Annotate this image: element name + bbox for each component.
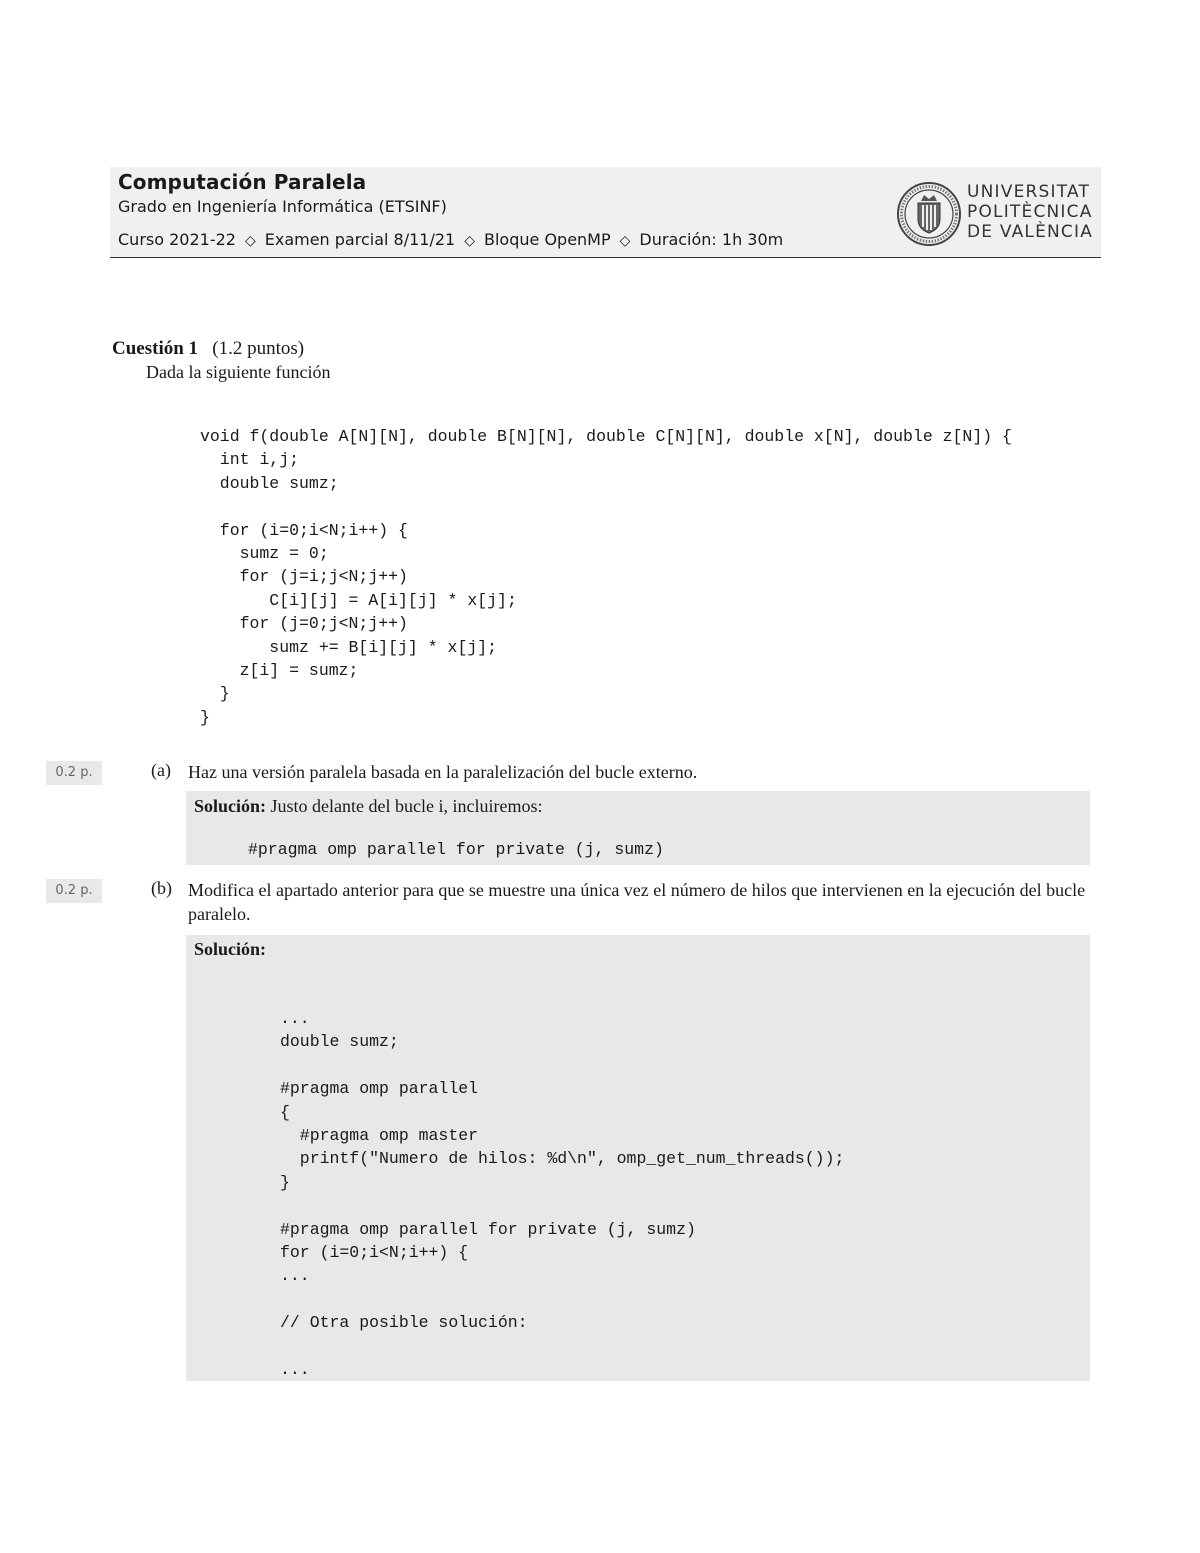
points-badge: 0.2 p. — [46, 879, 102, 903]
solution-heading — [194, 939, 266, 960]
degree-name: Grado en Ingeniería Informática (ETSINF) — [118, 197, 447, 216]
university-seal-icon — [896, 181, 962, 247]
part-label: (a) — [151, 760, 171, 780]
logo-line-3: DE VALÈNCIA — [967, 222, 1094, 242]
part-text: Haz una versión paralela basada en la paralelización del bucle externo. — [188, 762, 698, 782]
exam-block: Bloque OpenMP — [484, 230, 611, 249]
logo-line-2: POLITÈCNICA — [967, 202, 1093, 222]
exam-date: Examen parcial 8/11/21 — [264, 230, 456, 249]
exam-duration: Duración: 1h 30m — [639, 230, 784, 249]
question-title: Cuestión 1 — [112, 338, 199, 359]
solution-heading — [194, 796, 542, 817]
university-name — [967, 182, 1093, 242]
exam-header — [110, 167, 1101, 258]
separator-icon: ◇ — [619, 233, 631, 249]
part-text: Modifica el apartado anterior para que se muestre una única vez el número de hilos que intervienen en la ejecución del bucle paralelo. — [188, 880, 1086, 924]
exam-course-year: Curso 2021-22 — [118, 230, 236, 249]
exam-info — [118, 230, 783, 249]
solution-code: ... double sumz; #pragma omp parallel { #pragma omp master printf("Numero de hilos: %d\n", omp_get_num_threads()); } #pragma omp parallel for private (j, sumz) for (i=0;i<N;i++) { ... // Otra posible solución: ... — [280, 1009, 845, 1380]
part-label: (b) — [151, 878, 172, 898]
question-points: (1.2 puntos) — [212, 338, 305, 359]
separator-icon: ◇ — [464, 233, 475, 249]
solution-label: Solución: — [194, 796, 267, 816]
logo-line-1: UNIVERSITAT — [967, 182, 1091, 202]
course-title: Computación Paralela — [118, 170, 367, 194]
points-badge: 0.2 p. — [46, 761, 102, 785]
solution-code: #pragma omp parallel for private (j, sumz) — [248, 840, 664, 859]
solution-text: Justo delante del bucle i, incluiremos: — [270, 796, 543, 816]
function-code: void f(double A[N][N], double B[N][N], double C[N][N], double x[N], double z[N]) { int i,j; double sumz; for (i=0;i<N;i++) { sumz = 0; for (j=i;j<N;j++) C[i][j] = A[i][j] * x[j]; for (j=0;j<N;j++) sumz += B[i][j] * x[j]; z[i] = sumz; } } — [200, 427, 1012, 727]
solution-box — [186, 935, 1090, 1381]
question-intro: Dada la siguiente función — [146, 362, 331, 382]
question-heading — [112, 338, 304, 360]
solution-box — [186, 791, 1090, 865]
university-logo — [896, 179, 1096, 249]
separator-icon: ◇ — [244, 233, 256, 249]
solution-label: Solución: — [194, 939, 267, 959]
